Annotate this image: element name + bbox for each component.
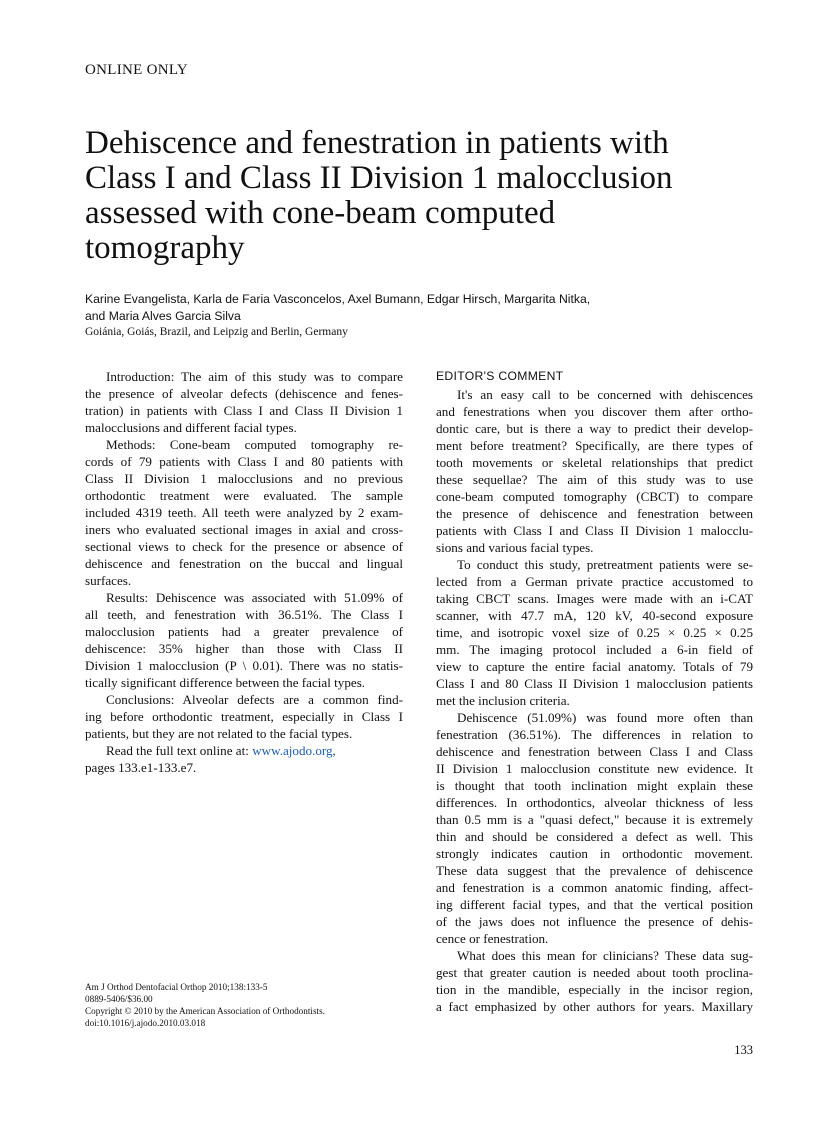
abstract-line: surfaces. [85, 573, 132, 588]
comment-line: cence or fenestration. [436, 931, 549, 946]
comment-line: What does this mean for clinicians? These data sug- [457, 948, 753, 963]
title-line: Dehiscence and fenestration in patients with [85, 125, 669, 161]
abstract-line: included 4319 teeth. All teeth were analyzed by 2 exam- [85, 505, 403, 520]
author-line: and Maria Alves Garcia Silva [85, 309, 241, 323]
citation-line: doi:10.1016/j.ajodo.2010.03.018 [85, 1018, 206, 1028]
title-line: assessed with cone-beam computed [85, 195, 556, 231]
comment-line: II Division 1 malocclusion constitute new evidence. It [436, 761, 753, 776]
comment-line: tooth movements or skeletal relationships that predict [436, 455, 753, 470]
comment-line: ment before treatment? Specifically, are there types of [436, 438, 753, 453]
comment-line: dehiscence and fenestration between Class I and Class [436, 744, 753, 759]
abstract-line: tration) in patients with Class I and Class II Division 1 [85, 403, 403, 418]
editors-comment-heading: EDITOR'S COMMENT [436, 369, 564, 383]
comment-line: differences. In orthodontics, alveolar thickness of less [436, 795, 753, 810]
comment-line: To conduct this study, pretreatment patients were se- [457, 557, 753, 572]
title-line: tomography [85, 230, 245, 266]
comment-line: These data suggest that the prevalence of dehiscence [436, 863, 753, 878]
comment-line: thin and should be considered a defect as well. This [436, 829, 753, 844]
abstract-line: Division 1 malocclusion (P \ 0.01). There was no statis- [85, 658, 403, 673]
abstract-line: malocclusion patients had a greater prevalence of [85, 624, 403, 639]
abstract-line: orthodontic treatment were evaluated. The sample [85, 488, 403, 503]
comment-line: cone-beam computed tomography (CBCT) to compare [436, 489, 753, 504]
citation-line: Copyright © 2010 by the American Association of Orthodontists. [85, 1006, 325, 1016]
abstract-line: Methods: Cone-beam computed tomography re- [106, 437, 403, 452]
abstract-line: all teeth, and fenestration with 36.51%. The Class I [85, 607, 403, 622]
abstract-line: tically significant difference between the facial types. [85, 675, 366, 690]
comment-line: than 0.5 mm is a "quasi defect," because it is extremely [436, 812, 753, 827]
comment-line: view to capture the entire facial anatomy. Totals of 79 [436, 659, 753, 674]
author-line: Karine Evangelista, Karla de Faria Vasconcelos, Axel Bumann, Edgar Hirsch, Margarita Nitka, [85, 292, 591, 306]
comment-line: Class I and 80 Class II Division 1 malocclusion patients [436, 676, 753, 691]
abstract-line: malocclusions and different facial types. [85, 420, 297, 435]
abstract-line: cords of 79 patients with Class I and 80 patients with [85, 454, 403, 469]
abstract-line: patients, but they are not related to the facial types. [85, 726, 353, 741]
comment-line: taking CBCT scans. Images were made with an i-CAT [436, 591, 753, 606]
citation-footer [85, 981, 385, 1029]
abstract-line: Conclusions: Alveolar defects are a common find- [106, 692, 403, 707]
title-line: Class I and Class II Division 1 malocclusion [85, 160, 673, 196]
journal-website-link[interactable]: www.ajodo.org, [252, 743, 336, 758]
abstract-line [85, 742, 403, 759]
comment-line: sions and various facial types. [436, 540, 594, 555]
abstract-line: Class II Division 1 malocclusions and no previous [85, 471, 403, 486]
abstract-line: iners who evaluated sectional images in axial and cross- [85, 522, 403, 537]
comment-line: the presence of dehiscence and fenestration between [436, 506, 753, 521]
abstract-line: sectional views to check for the presence or absence of [85, 539, 403, 554]
comment-line: scanner, with 47.7 mA, 120 kV, 40-second exposure [436, 608, 753, 623]
comment-line: of the jaws does not influence the presence of dehis- [436, 914, 753, 929]
comment-line: fenestration (36.51%). The differences in relation to [436, 727, 753, 742]
comment-line: ing different facial types, and that the vertical position [436, 897, 753, 912]
page-number: 133 [734, 1043, 753, 1057]
affiliation: Goiánia, Goiás, Brazil, and Leipzig and Berlin, Germany [85, 326, 348, 338]
comment-line: lected from a German private practice accustomed to [436, 574, 753, 589]
comment-line: strongly indicates caution in orthodontic movement. [436, 846, 753, 861]
comment-line: It's an easy call to be concerned with dehiscences [457, 387, 753, 402]
comment-line: these sequellae? The aim of this study was to use [436, 472, 753, 487]
abstract-line: Results: Dehiscence was associated with 51.09% of [106, 590, 403, 605]
read-online-text: Read the full text online at: [106, 743, 253, 758]
abstract-line: dehiscence and fenestration on the buccal and lingual [85, 556, 403, 571]
comment-line: gest that greater caution is needed about tooth proclina- [436, 965, 753, 980]
abstract-line: dehiscence: 35% higher than those with Class II [85, 641, 403, 656]
abstract-line: the presence of alveolar defects (dehiscence and fenes- [85, 386, 403, 401]
comment-line: a fact emphasized by other authors for years. Maxillary [436, 999, 753, 1014]
comment-line: is thought that tooth inclination might explain these [436, 778, 753, 793]
citation-line: 0889-5406/$36.00 [85, 994, 153, 1004]
abstract-line: Introduction: The aim of this study was to compare [106, 369, 403, 384]
editors-comment [436, 368, 753, 1015]
comment-line: met the inclusion criteria. [436, 693, 570, 708]
comment-line: Dehiscence (51.09%) was found more often than [457, 710, 753, 725]
comment-line: time, and isotropic voxel size of 0.25 × 0.25 × 0.25 [436, 625, 753, 640]
abstract-line: pages 133.e1-133.e7. [85, 760, 197, 775]
article-title [85, 126, 765, 266]
section-label: ONLINE ONLY [85, 62, 189, 78]
citation-line: Am J Orthod Dentofacial Orthop 2010;138:133-5 [85, 982, 268, 992]
comment-line: tion in the mandible, especially in the incisor region, [436, 982, 753, 997]
comment-line: mm. The imaging protocol included a 6-in field of [436, 642, 753, 657]
abstract-line: ing before orthodontic treatment, especially in Class I [85, 709, 403, 724]
comment-line: dontic care, but is there a way to predict their develop- [436, 421, 753, 436]
abstract [85, 368, 403, 776]
comment-line: and fenestrations when you discover them after ortho- [436, 404, 753, 419]
author-list [85, 291, 705, 325]
comment-line: and fenestration is a common anatomic finding, affect- [436, 880, 753, 895]
comment-line: patients with Class I and Class II Division 1 malocclu- [436, 523, 753, 538]
